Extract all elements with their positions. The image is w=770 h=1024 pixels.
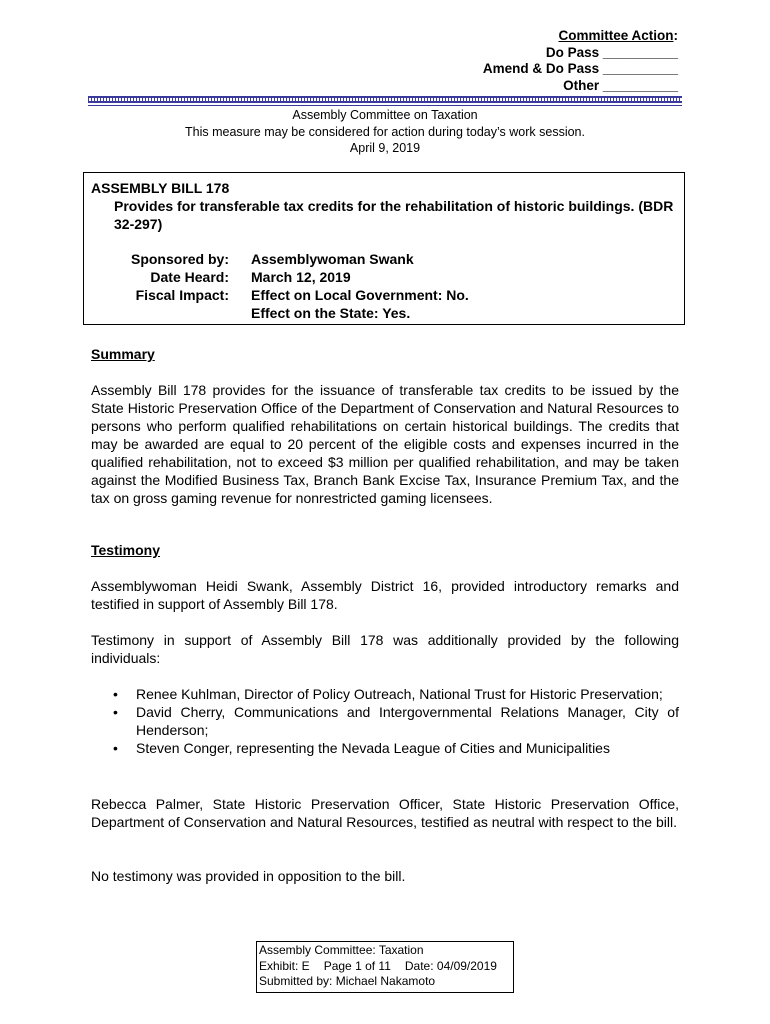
bill-title: ASSEMBLY BILL 178	[91, 180, 230, 196]
other-line: Other __________	[563, 77, 678, 93]
neutral-testimony: Rebecca Palmer, State Historic Preservation Officer, State Historic Preservation Office, Department of Conservation and Natural Resources, testified as neutral with respect to the bill.	[91, 796, 679, 830]
session-date: April 9, 2019	[349, 141, 421, 155]
bill-description: Provides for transferable tax credits for the rehabilitation of historic buildings. (BDR 32-297)	[114, 198, 674, 232]
bullet-icon: •	[113, 704, 118, 720]
committee-action-title: Committee Action:	[558, 28, 678, 43]
bill-meta	[114, 250, 469, 322]
opposition-testimony: No testimony was provided in opposition to the bill.	[91, 868, 406, 884]
exhibit-details	[259, 959, 511, 975]
header-divider	[88, 96, 682, 103]
sponsor-value: Assemblywoman Swank	[251, 251, 414, 267]
list-item: • Steven Conger, representing the Nevada League of Cities and Municipalities	[113, 740, 610, 756]
list-item: • Renee Kuhlman, Director of Policy Outreach, National Trust for Historic Preservation;	[113, 686, 663, 702]
committee-name: Assembly Committee on Taxation	[292, 108, 478, 122]
committee-header	[88, 107, 682, 157]
exhibit-page: Page 1 of 11	[323, 958, 391, 973]
testimony-heading: Testimony	[91, 542, 160, 558]
exhibit-committee: Assembly Committee: Taxation	[259, 943, 424, 957]
testimony-intro: Assemblywoman Heidi Swank, Assembly District 16, provided introductory remarks and testified in support of Assembly Bill 178.	[91, 578, 679, 612]
exhibit-stamp	[256, 941, 514, 993]
header-divider-thin	[88, 105, 682, 106]
bullet-icon: •	[113, 740, 118, 756]
exhibit-date: Date: 04/09/2019	[404, 958, 497, 973]
summary-text: Assembly Bill 178 provides for the issuance of transferable tax credits to be issued by the State Historic Preservation Office of the Department of Conservation and Natural Resources to persons who perform qualified rehabilitations on certain historical buildings. The credits that may be awarded are equal to 20 percent of the eligible costs and expenses incurred in the qualified rehabilitation, not to exceed $3 million per qualified rehabilitation, and may be taken against the Modified Business Tax, Branch Bank Excise Tax, Insurance Premium Tax, and the tax on gross gaming revenue for nonrestricted gaming licensees.	[91, 382, 679, 506]
list-item: • David Cherry, Communications and Intergovernmental Relations Manager, City of Henderson;	[113, 704, 679, 738]
date-heard-row	[114, 268, 469, 286]
fiscal-state: Effect on the State: Yes.	[251, 305, 411, 321]
date-heard-value: March 12, 2019	[251, 269, 351, 285]
bullet-icon: •	[113, 686, 118, 702]
fiscal-impact-values	[251, 286, 469, 322]
exhibit-submitter: Submitted by: Michael Nakamoto	[259, 974, 436, 988]
fiscal-impact-label: Fiscal Impact:	[135, 287, 229, 303]
exhibit-id: Exhibit: E	[259, 958, 310, 973]
bill-info-box	[83, 172, 685, 325]
date-heard-label: Date Heard:	[150, 269, 229, 285]
do-pass-line: Do Pass __________	[545, 44, 678, 60]
fiscal-impact-row	[114, 286, 469, 322]
sponsor-row	[114, 250, 469, 268]
supporters-list	[91, 685, 679, 757]
work-session-notice: This measure may be considered for action during today’s work session.	[185, 124, 585, 139]
support-intro: Testimony in support of Assembly Bill 178 was additionally provided by the following individuals:	[91, 632, 679, 666]
fiscal-local: Effect on Local Government: No.	[251, 287, 469, 303]
amend-do-pass-line: Amend & Do Pass __________	[482, 61, 678, 76]
sponsor-label: Sponsored by:	[130, 251, 229, 267]
committee-action-block	[483, 28, 678, 94]
summary-heading: Summary	[91, 346, 155, 362]
